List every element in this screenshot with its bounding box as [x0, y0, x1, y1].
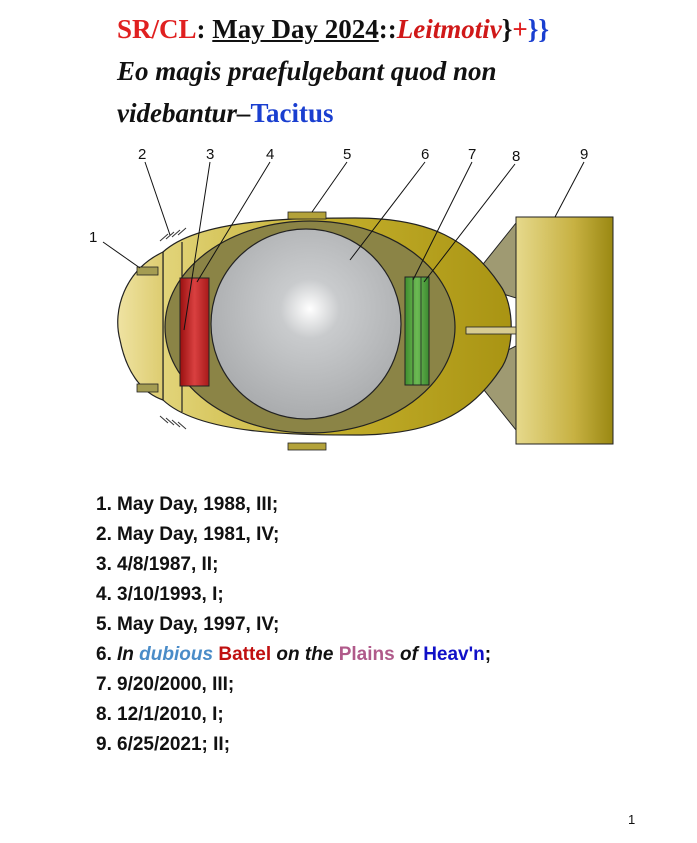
list-item [96, 610, 491, 640]
milton-battel: Battel [218, 644, 272, 665]
milton-in: In [117, 644, 140, 665]
title-brace: } [501, 14, 513, 44]
title-colon: : [196, 14, 213, 44]
list-number: 9. [96, 734, 112, 755]
milton-semicolon: ; [484, 644, 492, 665]
list-number: 2. [96, 524, 112, 545]
list-text: May Day, 1997, IV; [117, 614, 280, 635]
diagram-label-9: 9 [580, 146, 589, 163]
list-number: 6. [96, 644, 112, 665]
green-block [405, 277, 429, 385]
page-title [117, 8, 687, 134]
lug-top [288, 212, 326, 219]
antenna-hatch-bottom [160, 416, 186, 429]
list-item [96, 730, 491, 760]
diagram-label-6: 6 [421, 146, 430, 163]
list-item [96, 550, 491, 580]
diagram-label-2: 2 [138, 146, 147, 163]
title-plus: + [512, 14, 528, 44]
nose-pin-top [137, 267, 158, 275]
list-number: 8. [96, 704, 112, 725]
milton-dubious: dubious [139, 644, 214, 665]
list-text: 4/8/1987, II; [117, 554, 219, 575]
list-item [96, 670, 491, 700]
quote-text: videbantur– [117, 98, 251, 128]
tail-rod [466, 327, 516, 334]
page-number: 1 [628, 812, 636, 827]
quote-line-1: Eo magis praefulgebant quod non [117, 56, 497, 86]
diagram-label-5: 5 [343, 146, 352, 163]
lug-bottom [288, 443, 326, 450]
milton-plains: Plains [338, 644, 395, 665]
red-block [180, 278, 209, 386]
list-item [96, 580, 491, 610]
title-braces: }} [527, 14, 550, 44]
list-item [96, 520, 491, 550]
quote-line-2 [117, 92, 687, 134]
list-item [96, 700, 491, 730]
list-number: 1. [96, 494, 112, 515]
title-separator: :: [378, 14, 397, 44]
core-sphere [211, 229, 401, 419]
list-number: 4. [96, 584, 112, 605]
title-date: May Day 2024 [212, 14, 379, 44]
diagram-label-4: 4 [266, 146, 275, 163]
list-text: 3/10/1993, I; [117, 584, 224, 605]
list-number: 3. [96, 554, 112, 575]
list-text: 9/20/2000, III; [117, 674, 235, 695]
diagram-label-8: 8 [512, 148, 521, 165]
diagram-label-3: 3 [206, 146, 215, 163]
title-leitmotiv: Leitmotiv [396, 14, 502, 44]
list-item-milton [96, 640, 491, 670]
list-text: May Day, 1981, IV; [117, 524, 280, 545]
list-item [96, 490, 491, 520]
list-text: 12/1/2010, I; [117, 704, 224, 725]
diagram-label-7: 7 [468, 146, 477, 163]
bomb-diagram [0, 130, 697, 470]
list-text: May Day, 1988, III; [117, 494, 279, 515]
quote-author: Tacitus [250, 98, 334, 128]
nose-pin-bottom [137, 384, 158, 392]
numbered-list [96, 490, 491, 760]
milton-on-the: on the [271, 644, 339, 665]
title-sr: SR/CL [117, 14, 197, 44]
title-line [117, 8, 687, 50]
diagram-label-1: 1 [89, 229, 98, 246]
milton-of: of [394, 644, 424, 665]
list-text: 6/25/2021; II; [117, 734, 231, 755]
list-number: 7. [96, 674, 112, 695]
list-number: 5. [96, 614, 112, 635]
tail-box [516, 217, 613, 444]
milton-heavn: Heav'n [423, 644, 485, 665]
